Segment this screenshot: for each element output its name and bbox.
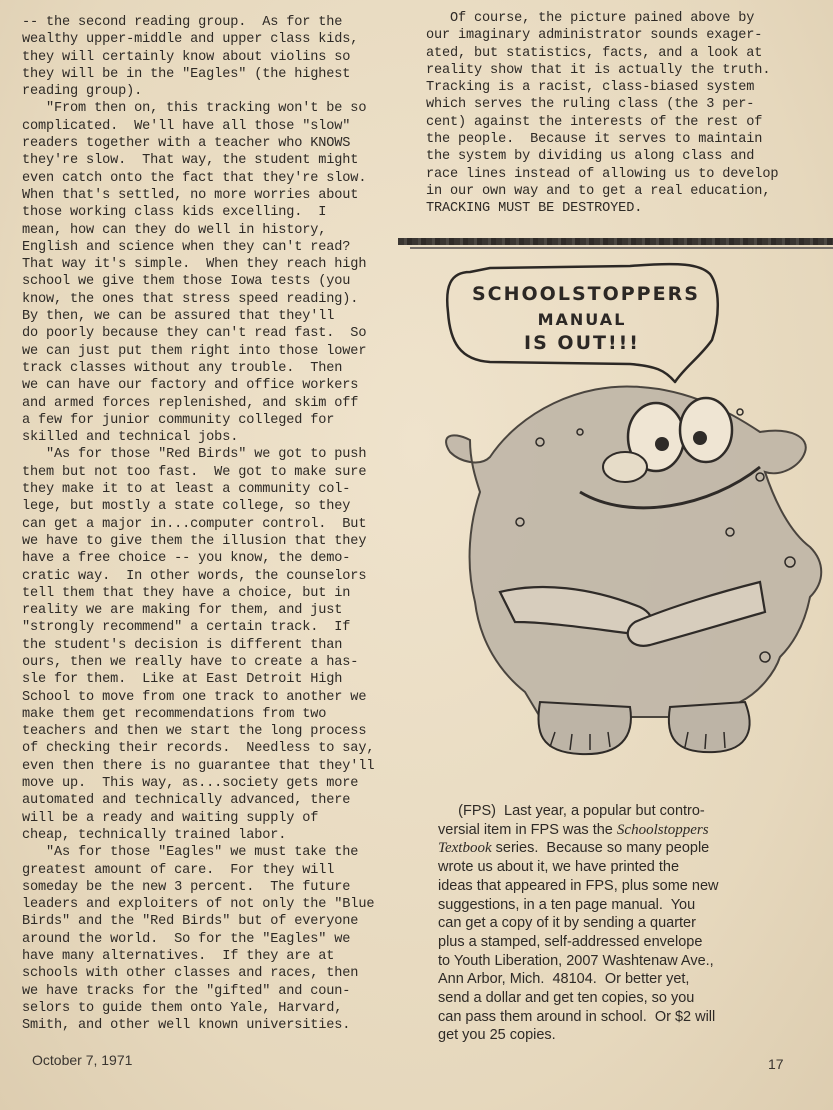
article-line: "From then on, this tracking won't be so (22, 101, 367, 117)
article-line: in our own way and to get a real education, (426, 183, 771, 199)
article-line: greatest amount of care. For they will (22, 862, 335, 878)
article-line: Birds" and the "Red Birds" but of everyone (22, 914, 359, 930)
article-line: those working class kids excelling. I (22, 205, 327, 221)
caption-title-italic-2: Textbook (438, 840, 492, 857)
article-line: make them get recommendations from two (22, 706, 327, 722)
article-line: even then there is no guarantee that they'll (22, 758, 375, 774)
caption-line: to Youth Liberation, 2007 Washtenaw Ave., (438, 952, 714, 969)
article-line: race lines instead of allowing us to develop (426, 166, 779, 182)
article-line: we can have our factory and office workers (22, 378, 359, 394)
caption-title-italic-1: Schoolstoppers (616, 821, 709, 838)
article-line: school we give them those Iowa tests (you (22, 274, 351, 290)
article-line: Of course, the picture pained above by (426, 11, 755, 26)
article-line: will be a ready and waiting supply of (22, 810, 319, 826)
article-line: they make it to at least a community col- (22, 482, 351, 498)
article-line: ated, but statistics, facts, and a look at (426, 45, 763, 61)
article-line: Tracking is a racist, class-biased system (426, 80, 755, 96)
article-line: we have to give them the illusion that they (22, 533, 367, 549)
article-line: That way it's simple. When they reach high (22, 257, 367, 273)
section-divider (398, 238, 833, 245)
article-line: tell them that they have a choice, but in (22, 585, 351, 601)
article-line: selors to guide them onto Yale, Harvard, (22, 1000, 343, 1016)
article-line: wealthy upper-middle and upper class kids, (22, 32, 359, 48)
article-line: they will be in the "Eagles" (the highest (22, 66, 351, 82)
article-line: teachers and then we start the long process (22, 724, 367, 740)
right-article-column (426, 10, 826, 218)
article-line: we have tracks for the "gifted" and coun- (22, 983, 351, 999)
article-line: we can just put them right into those lower (22, 343, 367, 359)
article-line: of checking their records. Needless to say, (22, 741, 375, 757)
article-line: have a free choice -- you know, the demo- (22, 551, 351, 567)
article-line: By then, we can be assured that they'll (22, 309, 335, 325)
caption-line: can pass them around in school. Or $2 will (438, 1008, 716, 1025)
article-line: -- the second reading group. As for the (22, 15, 343, 30)
article-line: readers together with a teacher who KNOWS (22, 136, 351, 152)
article-line: ours, then we really have to create a has- (22, 654, 359, 670)
article-line: TRACKING MUST BE DESTROYED. (426, 201, 643, 217)
issue-date: October 7, 1971 (32, 1052, 133, 1068)
article-line: the people. Because it serves to maintain (426, 132, 763, 148)
article-line: our imaginary administrator sounds exager- (426, 28, 763, 44)
article-line: mean, how can they do well in history, (22, 222, 327, 238)
caption-line: wrote us about it, we have printed the (438, 859, 680, 876)
caption-line-2: versial item in FPS was the (438, 821, 617, 838)
caption-line-3: series. Because so many people (491, 840, 710, 857)
caption-line: ideas that appeared in FPS, plus some new (438, 877, 719, 894)
article-line: even catch onto the fact that they're slow. (22, 170, 367, 186)
article-line: lege, but mostly a state college, so they (22, 499, 351, 515)
article-line: which serves the ruling class (the 3 per- (426, 97, 755, 113)
article-line: reality we are making for them, and just (22, 603, 343, 619)
article-line: leaders and exploiters of not only the "Blue (22, 897, 375, 913)
article-line: skilled and technical jobs. (22, 430, 239, 446)
article-line: can get a major in...computer control. But (22, 516, 367, 532)
article-line: "strongly recommend" a certain track. If (22, 620, 351, 636)
section-divider-thin (410, 247, 833, 249)
caption-line: send a dollar and get ten copies, so you (438, 990, 695, 1007)
article-line: have many alternatives. If they are at (22, 949, 335, 965)
article-line: reading group). (22, 84, 143, 100)
article-line: cratic way. In other words, the counselors (22, 568, 367, 584)
article-line: cheap, technically trained labor. (22, 827, 287, 843)
bubble-text-manual: MANUAL (537, 310, 627, 329)
article-line: sle for them. Like at East Detroit High (22, 672, 343, 688)
article-line: the student's decision is different than (22, 637, 343, 653)
caption-line: plus a stamped, self-addressed envelope (438, 933, 703, 950)
article-line: someday be the new 3 percent. The future (22, 879, 351, 895)
caption-line-1: (FPS) Last year, a popular but contro- (438, 803, 705, 819)
bubble-text-out: IS OUT!!! (524, 332, 640, 354)
bubble-text-title: SCHOOLSTOPPERS (472, 283, 700, 305)
article-line: complicated. We'll have all those "slow" (22, 118, 351, 134)
article-line: a few for junior community colleged for (22, 412, 335, 428)
article-line: them but not too fast. We got to make sure (22, 464, 367, 480)
cartoon-caption (438, 802, 828, 1045)
article-line: the system by dividing us along class and (426, 149, 755, 165)
article-line: track classes without any trouble. Then (22, 360, 343, 376)
article-line: School to move from one track to another we (22, 689, 367, 705)
left-article-column (22, 14, 417, 1035)
article-line: "As for those "Red Birds" we got to push (22, 447, 367, 463)
article-line: "As for those "Eagles" we must take the (22, 845, 359, 861)
article-line: they will certainly know about violins so (22, 49, 351, 65)
article-line: Smith, and other well known universities. (22, 1018, 351, 1034)
article-line: schools with other classes and races, then (22, 966, 359, 982)
caption-line: get you 25 copies. (438, 1027, 556, 1044)
article-line: English and science when they can't read? (22, 239, 351, 255)
article-line: know, the ones that stress speed reading). (22, 291, 359, 307)
article-line: move up. This way, as...society gets more (22, 776, 359, 792)
article-line: they're slow. That way, the student might (22, 153, 359, 169)
article-line: automated and technically advanced, there (22, 793, 351, 809)
caption-line: suggestions, in a ten page manual. You (438, 896, 696, 913)
caption-line: Ann Arbor, Mich. 48104. Or better yet, (438, 971, 690, 988)
article-line: and armed forces replenished, and skim off (22, 395, 359, 411)
page-number: 17 (768, 1056, 784, 1072)
article-line: When that's settled, no more worries about (22, 187, 359, 203)
article-line: around the world. So for the "Eagles" we (22, 931, 351, 947)
article-line: do poorly because they can't read fast. So (22, 326, 367, 342)
article-line: reality show that it is actually the truth. (426, 62, 771, 78)
article-line: cent) against the interests of the rest of (426, 114, 763, 130)
caption-line: can get a copy of it by sending a quarter (438, 915, 696, 932)
